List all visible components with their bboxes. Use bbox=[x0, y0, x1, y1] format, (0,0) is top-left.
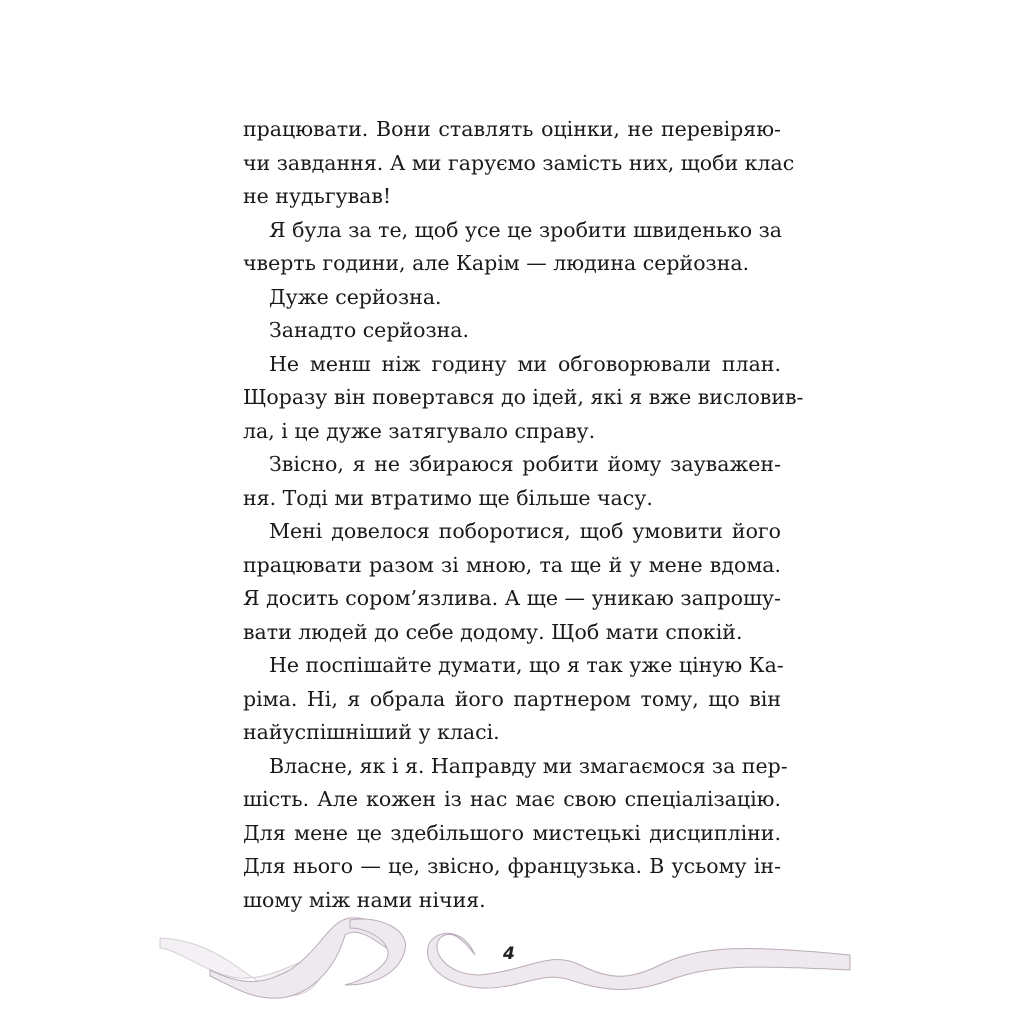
text-line: шому між нами нічия. bbox=[243, 887, 486, 912]
text-line: Я досить сором’язлива. А ще — уникаю запрошу- bbox=[243, 586, 781, 610]
text-line: ня. Тоді ми втратимо ще більше часу. bbox=[243, 485, 653, 510]
text-line: Звісно, я не збираюся робити йому зауважен- bbox=[269, 452, 781, 476]
text-line: Для нього — це, звісно, французька. В усьому ін- bbox=[243, 854, 781, 878]
text-line: Не поспішайте думати, що я так уже ціную Ка- bbox=[269, 653, 784, 677]
text-line: Щоразу він повертався до ідей, які я вже висловив- bbox=[243, 385, 804, 409]
text-line: працювати. Вони ставлять оцінки, не перевіряю- bbox=[243, 117, 781, 141]
text-line: вати людей до себе додому. Щоб мати спокій. bbox=[243, 619, 743, 644]
text-line: Власне, як і я. Направду ми змагаємося за пер- bbox=[269, 753, 788, 778]
text-line: Мені довелося поборотися, щоб умовити його bbox=[269, 519, 781, 543]
page-number: 4 bbox=[503, 944, 515, 964]
text-line: Не менш ніж годину ми обговорювали план. bbox=[269, 351, 781, 376]
text-line: працювати разом зі мною, та ще й у мене вдома. bbox=[243, 552, 781, 577]
text-line: чверть години, але Карім — людина серйозна. bbox=[243, 251, 750, 275]
text-line: найуспішніший у класі. bbox=[243, 720, 500, 744]
text-line: Я була за те, щоб усе це зробити швиденько за bbox=[269, 217, 783, 242]
text-line: шість. Але кожен із нас має свою спеціалізацію. bbox=[243, 787, 781, 811]
ribbon-ornament bbox=[150, 910, 870, 1020]
text-line: ла, і це дуже затягувало справу. bbox=[243, 418, 596, 443]
text-line: ріма. Ні, я обрала його партнером тому, що він bbox=[243, 686, 781, 711]
text-line: не нудьгував! bbox=[243, 184, 392, 208]
text-line: Дуже серйозна. bbox=[269, 284, 442, 309]
page-body-text bbox=[243, 113, 804, 917]
text-line: Занадто серйозна. bbox=[269, 318, 470, 342]
text-line: Для мене це здебільшого мистецькі дисципліни. bbox=[243, 820, 781, 845]
text-line: чи завдання. А ми гаруємо замість них, щоби клас bbox=[243, 150, 795, 175]
